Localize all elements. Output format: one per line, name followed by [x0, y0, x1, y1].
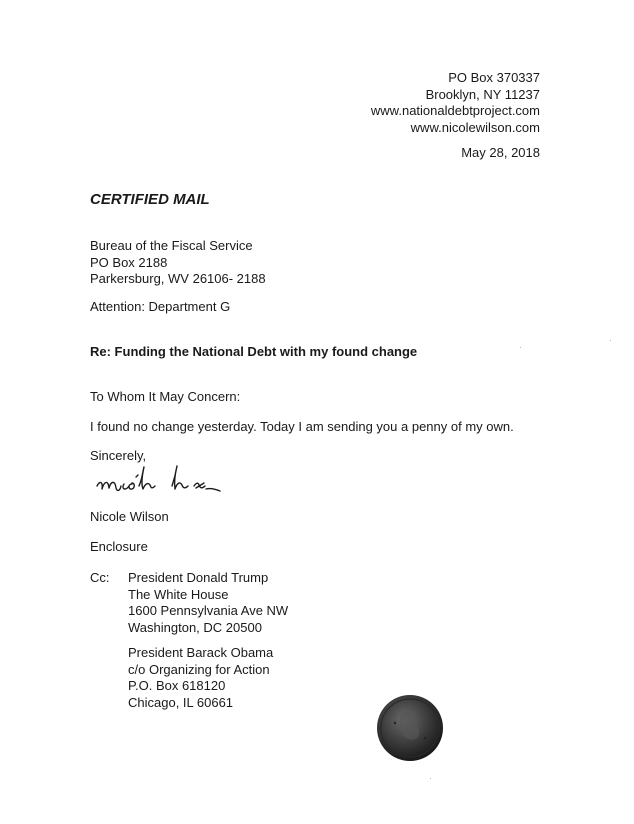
signer-name: Nicole Wilson	[90, 509, 169, 524]
sender-address	[371, 70, 540, 136]
attention-line: Attention: Department G	[90, 299, 231, 314]
scan-speck	[610, 340, 611, 341]
sender-website-2: www.nicolewilson.com	[410, 119, 540, 135]
cc-recipient-name: President Barack Obama	[128, 645, 274, 660]
cc-recipient-address-line: The White House	[128, 586, 229, 602]
closing: Sincerely,	[90, 448, 147, 463]
enclosure-note: Enclosure	[90, 539, 148, 554]
letter-body: I found no change yesterday. Today I am sending you a penny of my own.	[90, 419, 514, 434]
cc-recipient-address-line: c/o Organizing for Action	[128, 661, 270, 677]
cc-recipient	[128, 570, 288, 636]
recipient-address	[90, 238, 266, 288]
cc-recipient	[128, 645, 273, 711]
letter-date: May 28, 2018	[461, 145, 540, 160]
recipient-name: Bureau of the Fiscal Service	[90, 238, 253, 253]
recipient-po-box: PO Box 2188	[90, 254, 168, 270]
sender-website-1: www.nationaldebtproject.com	[370, 103, 540, 118]
salutation: To Whom It May Concern:	[90, 389, 241, 404]
cc-recipient-address-line: 1600 Pennsylvania Ave NW	[128, 603, 289, 618]
cc-recipient-address-line: P.O. Box 618120	[128, 678, 226, 693]
signature	[94, 462, 244, 507]
sender-city: Brooklyn, NY 11237	[425, 86, 540, 102]
cc-recipient-address-line: Chicago, IL 60661	[128, 694, 234, 710]
cc-label: Cc:	[90, 570, 110, 585]
subject-line: Re: Funding the National Debt with my found change	[90, 344, 418, 359]
scan-speck	[430, 778, 431, 779]
certified-mail-heading: CERTIFIED MAIL	[90, 191, 210, 208]
penny-image	[375, 693, 445, 763]
sender-po-box: PO Box 370337	[448, 70, 540, 85]
recipient-city: Parkersburg, WV 26106- 2188	[90, 271, 266, 286]
cc-recipient-name: President Donald Trump	[128, 570, 269, 585]
cc-recipient-address-line: Washington, DC 20500	[128, 619, 262, 635]
scan-speck	[520, 347, 521, 348]
